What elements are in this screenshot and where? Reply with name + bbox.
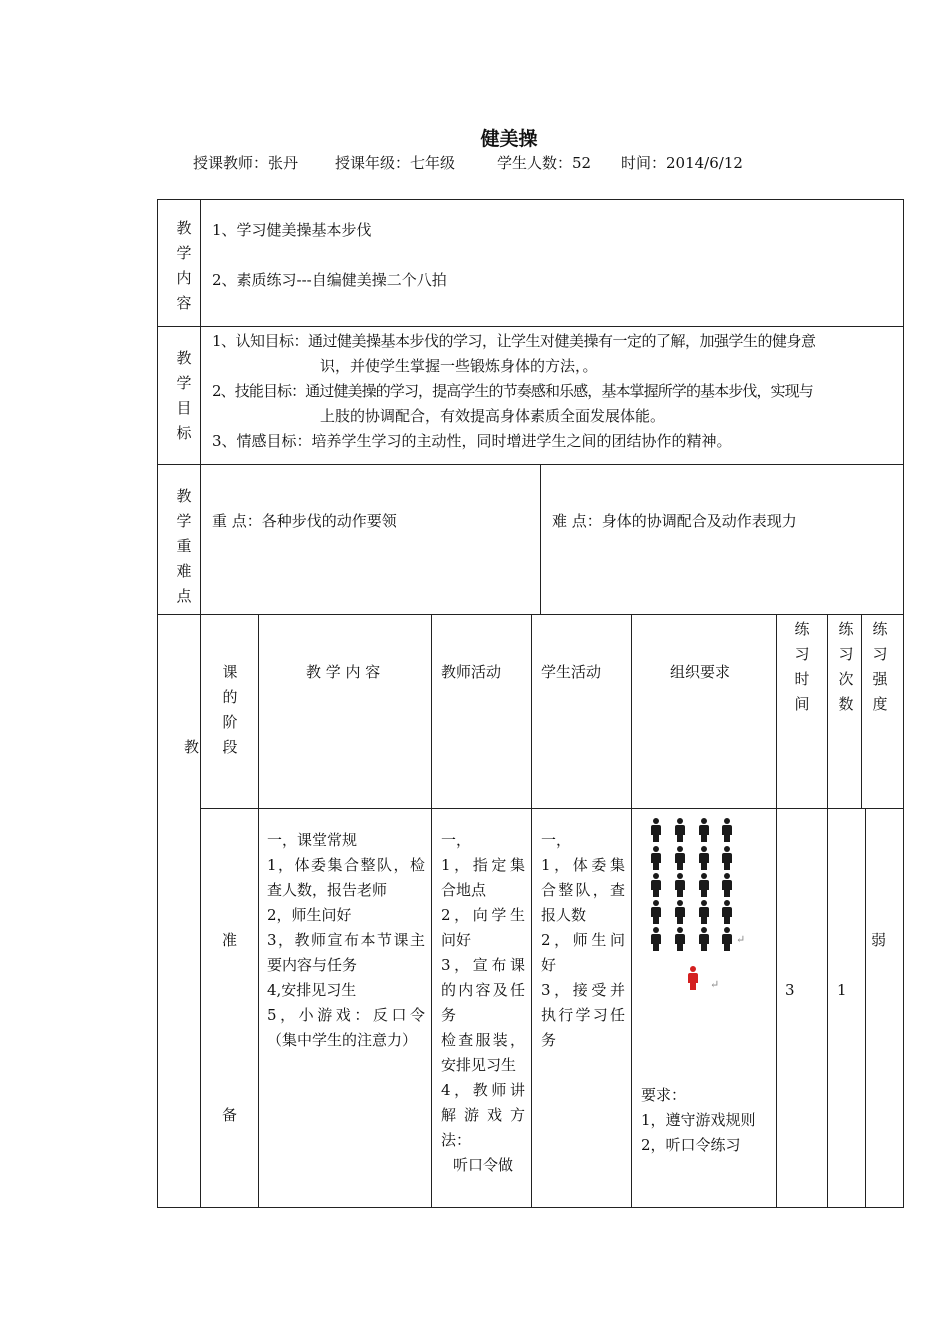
teacher-line: 听口令做 <box>453 1156 514 1174</box>
student-line: 1，体委集合整队，查报人数 <box>541 856 625 924</box>
lesson-date: 时间：2014/6/12 <box>621 154 743 172</box>
header-content: 教 学 内 容 <box>306 663 381 681</box>
practice-count: 1 <box>837 981 847 999</box>
stage-top: 准 <box>222 931 238 949</box>
content-line: 5，小游戏：反口令（集中学生的注意力） <box>267 1006 425 1049</box>
teacher-name: 授课教师：张丹 <box>193 154 299 172</box>
objective-cognitive-cont: 识，并使学生掌握一些锻炼身体的方法，。 <box>320 357 598 375</box>
content-label: 教 学 内 容 <box>176 219 192 312</box>
student-figure-icon <box>651 818 661 842</box>
student-figure-icon <box>699 927 709 951</box>
lesson-meta <box>193 152 743 173</box>
content-line: 2，师生问好 <box>267 906 352 924</box>
student-line: 一， <box>541 831 572 849</box>
student-figure-icon <box>722 927 732 951</box>
teacher-line: 2，向学生问好 <box>441 906 525 949</box>
header-student: 学生活动 <box>541 663 602 681</box>
objectives-label: 教 学 目 标 <box>176 349 192 442</box>
header-organization: 组织要求 <box>670 663 731 681</box>
student-line: 3，接受并执行学习任务 <box>541 981 625 1049</box>
requirement-2: 2，听口令练习 <box>641 1136 741 1154</box>
row-teacher-activity <box>441 828 525 1178</box>
teacher-line: 3，宣布课的内容及任务 <box>441 956 525 1024</box>
student-line: 2，师生问好 <box>541 931 625 974</box>
content-line: 4,安排见习生 <box>267 981 357 999</box>
student-figure-icon <box>651 927 661 951</box>
content-line: 3，教师宣布本节课主要内容与任务 <box>267 931 425 974</box>
student-figure-icon <box>675 846 685 870</box>
teacher-line: 一， <box>441 831 472 849</box>
teacher-line: 4，教师讲解游戏方法： <box>441 1081 525 1149</box>
objective-skill: 2、技能目标：通过健美操的学习，提高学生的节奏感和乐感，基本掌握所学的基本步伐，实现与 <box>212 382 813 400</box>
student-figure-icon <box>722 900 732 924</box>
student-figure-icon <box>699 846 709 870</box>
student-figure-icon <box>722 818 732 842</box>
document-title: 健美操 <box>480 128 538 150</box>
return-mark-icon: ↵ <box>710 978 720 991</box>
student-figure-icon <box>699 873 709 897</box>
student-figure-icon <box>675 927 685 951</box>
requirement-1: 1，遵守游戏规则 <box>641 1111 756 1129</box>
row-student-activity <box>541 828 625 1053</box>
content-item-1: 1、学习健美操基本步伐 <box>212 221 372 239</box>
student-figure-icon <box>675 873 685 897</box>
stage-bottom: 备 <box>222 1106 238 1124</box>
process-side-label: 教 <box>184 738 200 756</box>
student-figure-icon <box>651 873 661 897</box>
requirements-title: 要求： <box>641 1086 687 1104</box>
practice-time: 3 <box>785 981 795 999</box>
student-figure-icon <box>699 818 709 842</box>
teacher-figure-icon <box>688 966 698 990</box>
student-count: 学生人数：52 <box>497 154 592 172</box>
header-time: 练 习 时 间 <box>794 620 810 713</box>
content-line: 一，课堂常规 <box>267 831 358 849</box>
header-count: 练 习 次 数 <box>838 620 854 713</box>
objective-cognitive: 1、认知目标：通过健美操基本步伐的学习，让学生对健美操有一定的了解，加强学生的健身意 <box>212 332 816 350</box>
student-figure-icon <box>722 846 732 870</box>
key-point: 重 点：各种步伐的动作要领 <box>212 512 397 530</box>
header-intensity: 练 习 强 度 <box>872 620 888 713</box>
student-figure-icon <box>651 846 661 870</box>
content-line: 1，体委集合整队，检查人数，报告老师 <box>267 856 425 899</box>
header-stage: 课 的 阶 段 <box>222 663 238 756</box>
student-figure-icon <box>675 818 685 842</box>
content-item-2: 2、素质练习---自编健美操二个八拍 <box>212 271 447 289</box>
return-mark-icon: ↵ <box>736 933 746 946</box>
objective-affective: 3、情感目标：培养学生学习的主动性，同时增进学生之间的团结协作的精神。 <box>212 432 732 450</box>
header-teacher: 教师活动 <box>441 663 502 681</box>
student-figure-icon <box>675 900 685 924</box>
grade: 授课年级：七年级 <box>335 154 456 172</box>
student-figure-icon <box>722 873 732 897</box>
keypoints-label: 教 学 重 难 点 <box>176 487 192 605</box>
difficult-point: 难 点：身体的协调配合及动作表现力 <box>552 512 797 530</box>
student-figure-icon <box>699 900 709 924</box>
teacher-line: 检查服装，安排见习生 <box>441 1031 525 1074</box>
row-content <box>267 828 425 1053</box>
student-figure-icon <box>651 900 661 924</box>
practice-intensity: 弱 <box>871 931 887 949</box>
objective-skill-cont: 上肢的协调配合，有效提高身体素质全面发展体能。 <box>320 407 666 425</box>
teacher-line: 1，指定集合地点 <box>441 856 525 899</box>
